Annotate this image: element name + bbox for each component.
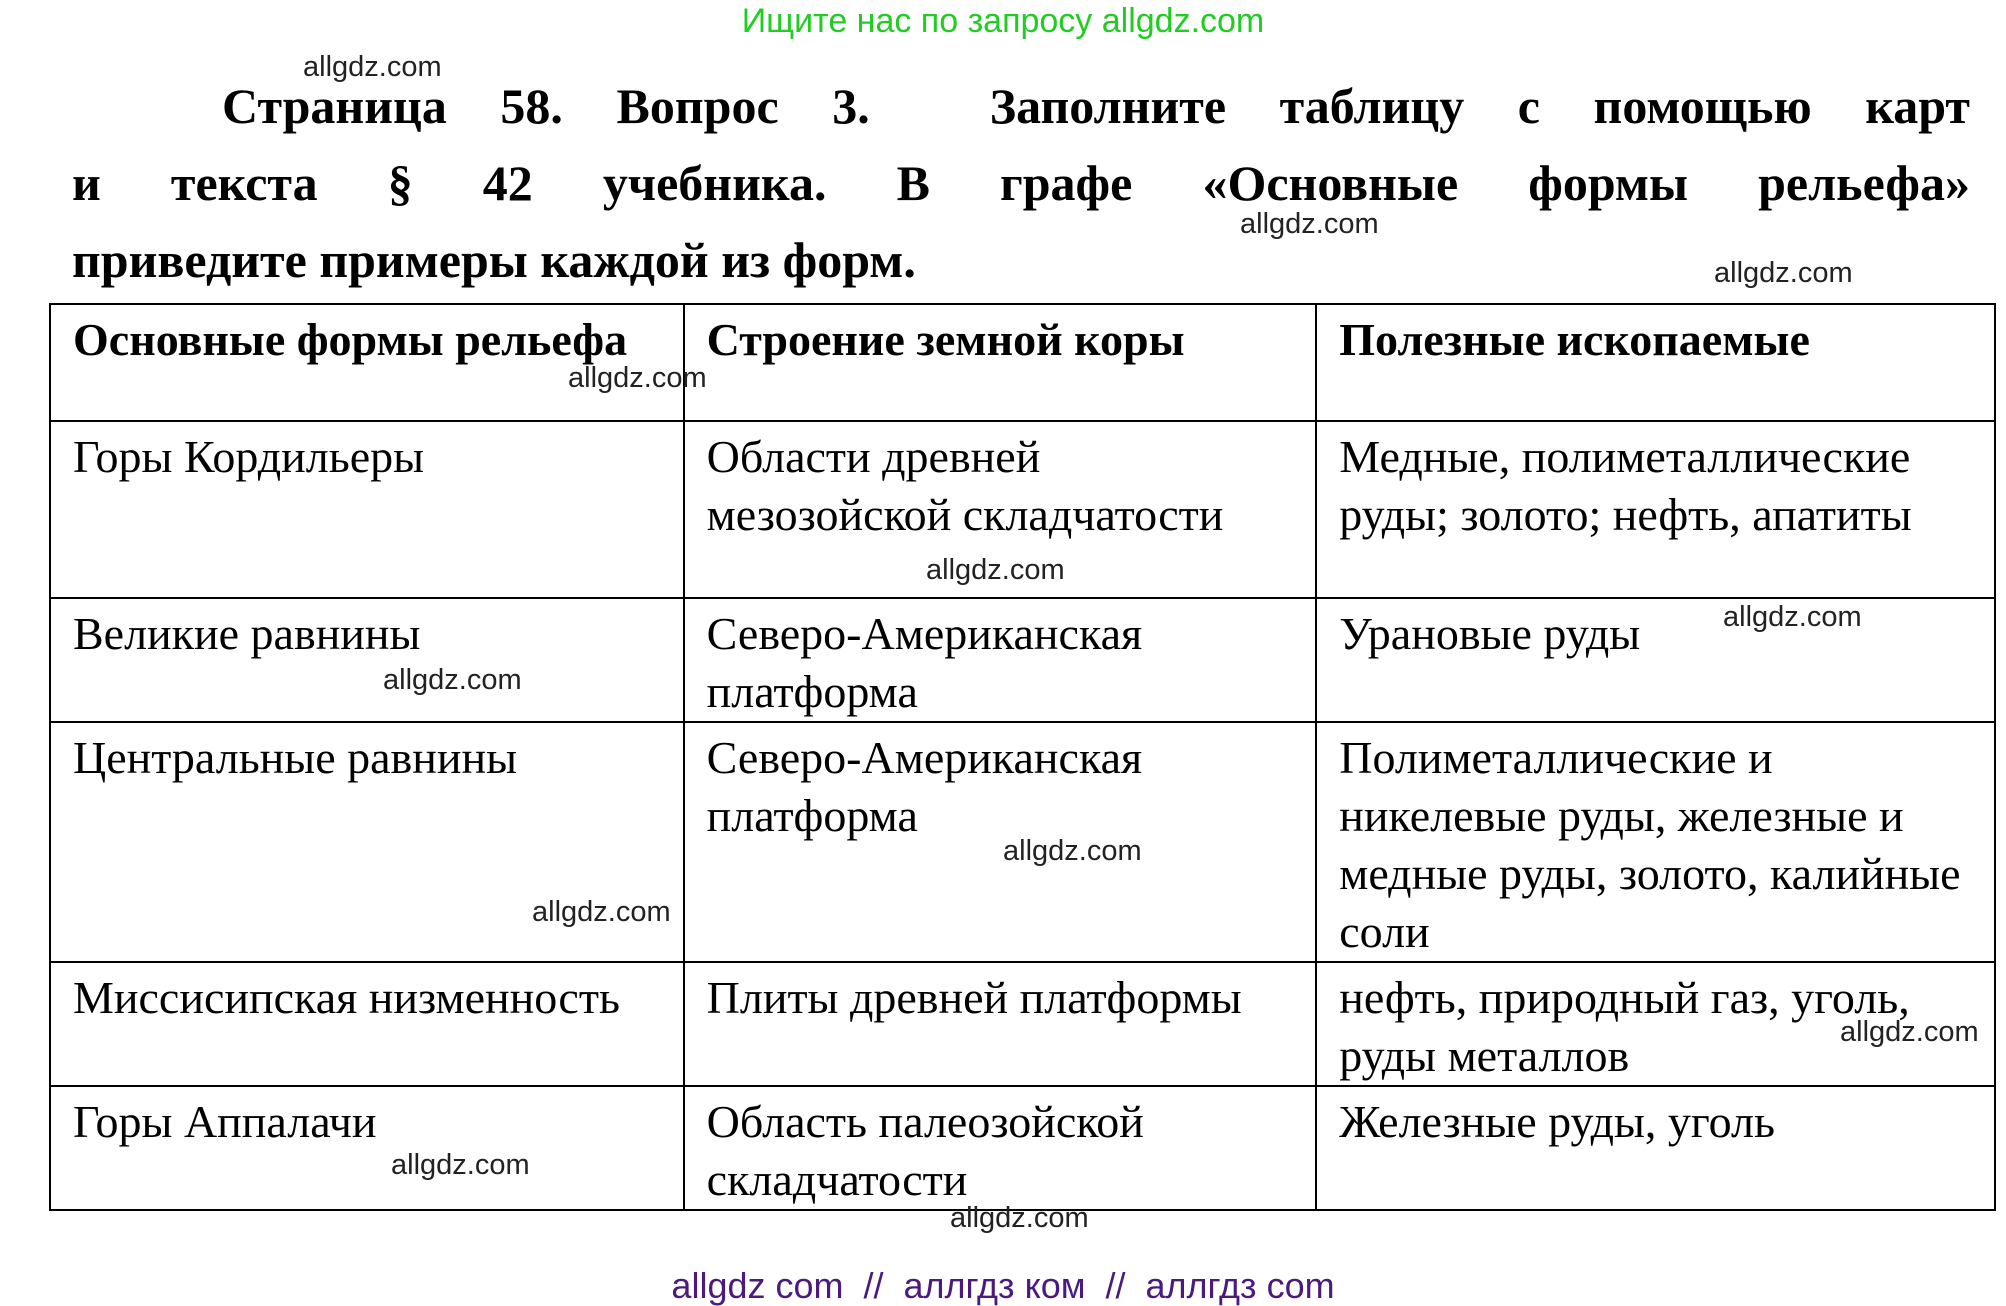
heading-line-1: Страница 58. Вопрос 3. Заполните таблицу с помощью карт bbox=[222, 78, 1970, 134]
watermark: allgdz.com bbox=[1240, 208, 1379, 240]
cell-crust: Плиты древней платформы bbox=[684, 962, 1317, 1086]
cell-relief: Горы Аппалачи bbox=[50, 1086, 684, 1210]
search-banner[interactable]: Ищите нас по запросу allgdz.com bbox=[741, 2, 1265, 40]
watermark: allgdz.com bbox=[383, 664, 522, 696]
table-header-row bbox=[50, 304, 1995, 421]
watermark: allgdz.com bbox=[950, 1202, 1089, 1234]
cell-relief: Центральные равнины bbox=[50, 722, 684, 962]
cell-crust: Области древней мезозойской складчатости bbox=[684, 421, 1317, 598]
cell-minerals: Медные, полиметаллические руды; золото; нефть, апатиты bbox=[1316, 421, 1995, 598]
task-heading bbox=[72, 68, 1970, 299]
cell-crust: Область палеозойской складчатости bbox=[684, 1086, 1317, 1210]
watermark: allgdz.com bbox=[532, 896, 671, 928]
relief-table bbox=[49, 303, 1996, 1211]
watermark: allgdz.com bbox=[1003, 835, 1142, 867]
watermark: allgdz.com bbox=[391, 1149, 530, 1181]
cell-minerals: нефть, природный газ, уголь, руды металлов bbox=[1316, 962, 1995, 1086]
watermark: allgdz.com bbox=[1723, 601, 1862, 633]
header-minerals: Полезные ископаемые bbox=[1316, 304, 1995, 421]
watermark: allgdz.com bbox=[1714, 257, 1853, 289]
table-row bbox=[50, 598, 1995, 722]
watermark: allgdz.com bbox=[926, 554, 1065, 586]
heading-line-3: приведите примеры каждой из форм. bbox=[72, 232, 916, 288]
cell-relief: Горы Кордильеры bbox=[50, 421, 684, 598]
watermark: allgdz.com bbox=[1840, 1016, 1979, 1048]
cell-minerals: Полиметаллические и никелевые руды, железные и медные руды, золото, калийные соли bbox=[1316, 722, 1995, 962]
cell-relief: Миссисипская низменность bbox=[50, 962, 684, 1086]
cell-minerals: Железные руды, уголь bbox=[1316, 1086, 1995, 1210]
header-relief: Основные формы рельефа bbox=[50, 304, 684, 421]
heading-line-2: и текста § 42 учебника. В графе «Основные формы рельефа» bbox=[72, 155, 1970, 211]
table-row bbox=[50, 962, 1995, 1086]
cell-minerals: Урановые руды bbox=[1316, 598, 1995, 722]
footer-links[interactable]: allgdz com // аллгдз ком // аллгдз com bbox=[671, 1265, 1335, 1306]
watermark: allgdz.com bbox=[568, 362, 707, 394]
cell-relief: Великие равнины bbox=[50, 598, 684, 722]
cell-crust: Северо-Американская платформа bbox=[684, 722, 1317, 962]
table-row bbox=[50, 1086, 1995, 1210]
cell-crust: Северо-Американская платформа bbox=[684, 598, 1317, 722]
watermark: allgdz.com bbox=[303, 51, 442, 83]
header-crust: Строение земной коры bbox=[684, 304, 1317, 421]
